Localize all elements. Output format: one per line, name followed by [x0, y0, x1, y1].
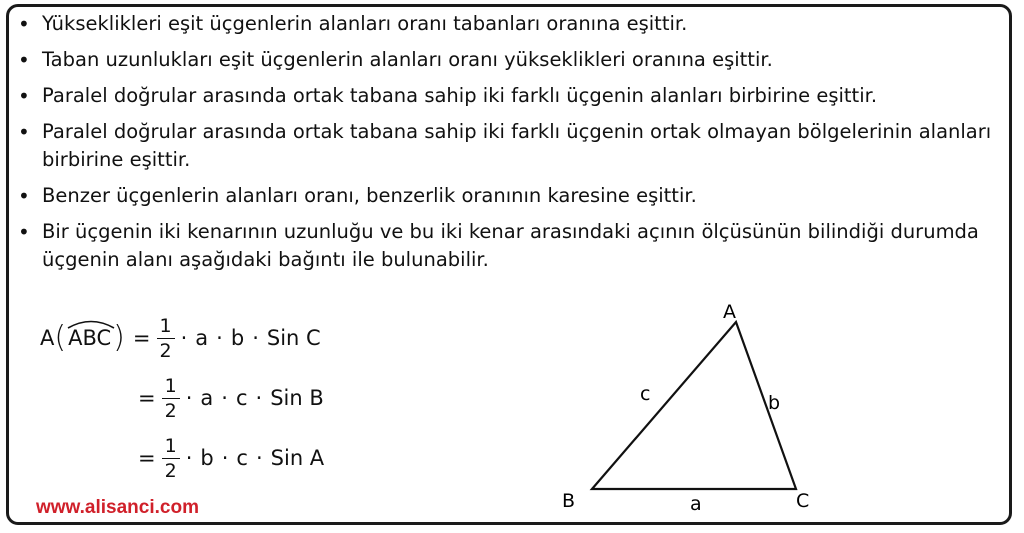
fraction-half — [157, 316, 175, 361]
sine-term: Sin B — [270, 386, 324, 410]
equals-sign: = — [138, 446, 156, 470]
fraction-denominator: 2 — [159, 339, 172, 362]
fraction-numerator: 1 — [162, 436, 180, 459]
multiply-dot: · — [255, 446, 263, 470]
multiply-dot: · — [252, 326, 259, 350]
fraction-denominator: 2 — [164, 459, 177, 482]
list-item — [14, 10, 1014, 38]
equals-sign: = — [138, 386, 156, 410]
triangle-shape — [592, 322, 796, 489]
factor-2: c — [236, 446, 248, 470]
list-item — [14, 218, 1014, 274]
fraction-denominator: 2 — [164, 399, 177, 422]
list-item — [14, 46, 1014, 74]
factor-2: c — [235, 386, 248, 410]
rules-list — [14, 10, 1014, 282]
website-url: www.alisanci.com — [36, 497, 199, 518]
side-label-c: c — [640, 383, 651, 405]
factor-2: b — [230, 326, 245, 350]
formula-row-2 — [138, 372, 324, 424]
triangle-arc-label — [66, 326, 113, 350]
open-paren: ( — [54, 320, 67, 355]
multiply-dot: · — [185, 386, 193, 410]
bullet-icon: • — [18, 12, 30, 36]
vertex-label-b: B — [562, 490, 576, 512]
bullet-icon: • — [18, 84, 30, 108]
formula-row-1 — [40, 312, 321, 364]
vertex-label-a: A — [723, 301, 736, 323]
bullet-icon: • — [18, 120, 30, 144]
multiply-dot: · — [185, 446, 193, 470]
bullet-icon: • — [18, 184, 30, 208]
rule-text: Paralel doğrular arasında ortak tabana sahip iki farklı üçgenin ortak olmayan bölgelerinin alanları birbirine eşittir. — [42, 120, 992, 171]
formula-row-3 — [138, 432, 324, 484]
list-item — [14, 182, 1014, 210]
triangle-diagram — [550, 296, 830, 521]
fraction-numerator: 1 — [162, 376, 180, 399]
vertex-label-c: C — [796, 490, 810, 512]
fraction-numerator: 1 — [157, 316, 175, 339]
rule-text: Taban uzunlukları eşit üçgenlerin alanları oranı yükseklikleri oranına eşittir. — [42, 48, 773, 71]
sine-term: Sin A — [270, 446, 325, 470]
sine-term: Sin C — [266, 326, 321, 350]
rule-text: Bir üçgenin iki kenarının uzunluğu ve bu iki kenar arasındaki açının ölçüsünün bilindiği durumda üçgenin alanı aşağıdaki bağıntı ile bulunabilir. — [42, 220, 979, 271]
side-label-b: b — [768, 392, 781, 414]
multiply-dot: · — [255, 386, 263, 410]
list-item — [14, 82, 1014, 110]
fraction-half — [162, 376, 180, 421]
side-label-a: a — [690, 493, 702, 515]
arc-icon — [66, 317, 116, 329]
factor-1: a — [200, 386, 214, 410]
multiply-dot: · — [180, 326, 188, 350]
rule-text: Paralel doğrular arasında ortak tabana sahip iki farklı üçgenin alanları birbirine eşittir. — [42, 84, 878, 107]
multiply-dot: · — [221, 386, 228, 410]
rule-text: Yükseklikleri eşit üçgenlerin alanları oranı tabanları oranına eşittir. — [42, 12, 688, 35]
multiply-dot: · — [216, 326, 223, 350]
fraction-half — [162, 436, 180, 481]
equals-sign: = — [132, 326, 151, 350]
bullet-icon: • — [18, 220, 30, 244]
arc-text: ABC — [68, 326, 112, 350]
list-item — [14, 118, 1014, 174]
factor-1: b — [200, 446, 214, 470]
rule-text: Benzer üçgenlerin alanları oranı, benzerlik oranının karesine eşittir. — [42, 184, 697, 207]
multiply-dot: · — [221, 446, 229, 470]
close-paren: ) — [113, 320, 125, 355]
area-symbol: A — [40, 326, 55, 350]
bullet-icon: • — [18, 48, 30, 72]
factor-1: a — [195, 326, 209, 350]
